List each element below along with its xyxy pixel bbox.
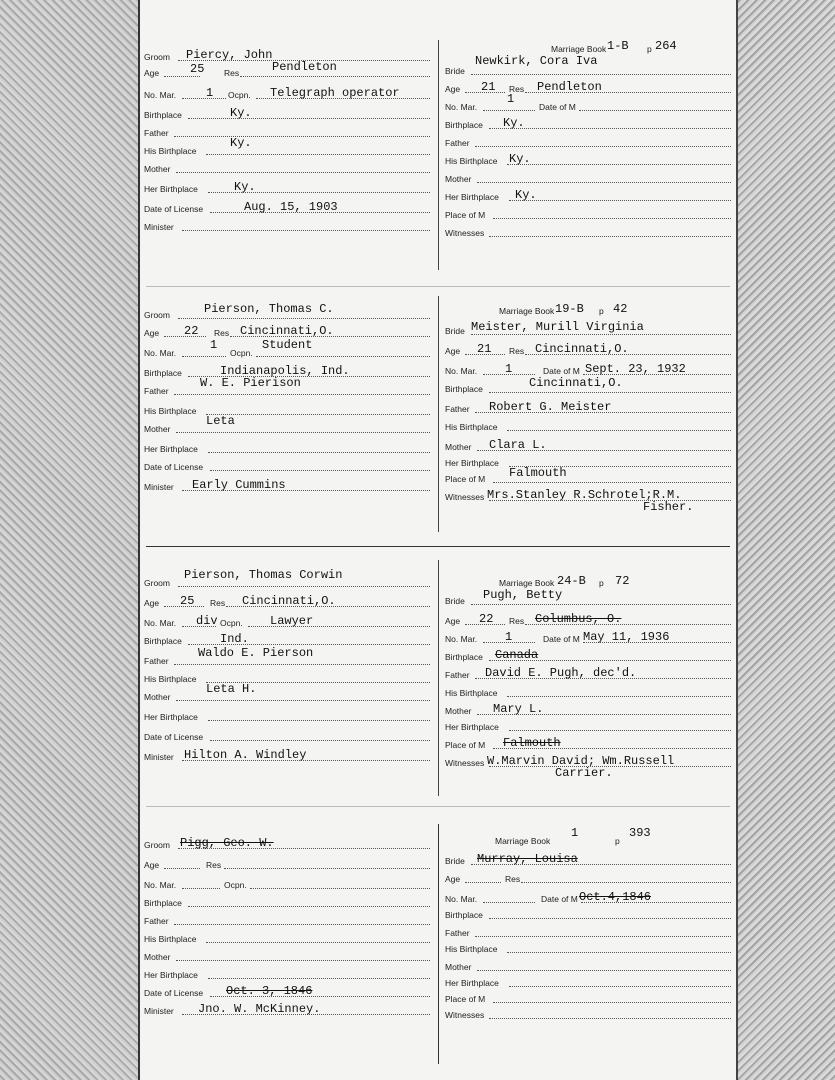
groom-ocpn: Student [262,338,313,352]
witnesses-row: Witnesses [445,222,731,240]
no-mar-row: No. Mar. Ocpn. [144,874,430,892]
birthplace-row: Birthplace Ind. [144,630,430,648]
minister-name: Jno. W. McKinney. [198,1002,321,1016]
bride-row: Bride Murray, Louisa [445,850,731,868]
bride-father: Robert G. Meister [489,400,612,414]
scan-border-left [0,0,140,1080]
groom-row: Groom Pigg, Geo. W. [144,834,430,852]
father-row: Father Robert G. Meister [445,398,731,416]
license-row: Date of License Oct. 3, 1846 [144,982,430,1000]
bride-row: Bride Newkirk, Cora Iva [445,60,731,78]
groom-mother: Leta H. [206,682,257,696]
father-row: Father David E. Pugh, dec'd. [445,664,731,682]
groom-name: Pierson, Thomas Corwin [184,568,343,582]
her-birthplace-row: Her Birthplace [445,716,731,734]
age-row: Age 21 Res Pendleton [445,78,731,96]
license-row: Date of License Aug. 15, 1903 [144,198,430,216]
marriage-page: 393 [629,826,651,840]
groom-section [144,296,436,532]
marriage-record-3 [140,560,736,796]
bride-no-mar: 1 [505,630,513,644]
bride-no-mar: 1 [505,362,513,376]
bride-row: Bride Meister, Murill Virginia [445,320,731,338]
scan-border-right [735,0,835,1080]
groom-age: 25 [180,594,195,608]
bride-name: Newkirk, Cora Iva [475,54,598,68]
groom-birthplace: Indianapolis, Ind. [220,364,350,378]
her-birthplace-row: Her Birthplace [144,964,430,982]
her-birthplace-row: Her Birthplace Ky. [144,178,430,196]
card-divider [146,806,730,807]
marriage-date: Sept. 23, 1932 [585,362,686,376]
no-mar-row: No. Mar. 1 Date of M [445,96,731,114]
bride-father: David E. Pugh, dec'd. [485,666,637,680]
father-row: Father [445,132,731,150]
no-mar-row: No. Mar. 1 Ocpn. Student [144,342,430,360]
bride-his-birthplace: Ky. [509,152,531,166]
groom-birthplace: Ind. [220,632,249,646]
marriage-book: 1-B [607,39,629,53]
age-row: Age Res [445,868,731,886]
groom-name: Pigg, Geo. W. [180,836,274,850]
bride-res: Columbus, O. [535,612,622,626]
groom-name: Pierson, Thomas C. [204,302,334,316]
license-date: Aug. 15, 1903 [244,200,338,214]
groom-row: Groom Pierson, Thomas Corwin [144,572,430,590]
birthplace-row: Birthplace Ky. [445,114,731,132]
birthplace-row: Birthplace Cincinnati,O. [445,378,731,396]
minister-name: Hilton A. Windley [184,748,307,762]
witnesses-row: Witnesses Mrs.Stanley R.Schrotel;R.M. [445,486,731,504]
her-birthplace-row: Her Birthplace [445,452,731,470]
marriage-book: 24-B [557,574,586,588]
bride-section: Marriage Book 24-B p 72 Bride Pugh, Betty Age 22 Res Columbus, O. No. Mar. 1 Date of M May 11, 1936 Birthplace Canada Father David E. Pugh, dec'd. His Birthplace Mother Mary L. Her Birthplace Place of M Falmouth Witnesses W.Marvin David; Wm.Russell Carrier. [438,560,731,796]
groom-his-birthplace: Ky. [230,136,252,150]
bride-no-mar: 1 [507,92,515,106]
birthplace-row: Birthplace [445,904,731,922]
his-birthplace-row: His Birthplace Ky. [445,150,731,168]
mother-row: Mother [144,946,430,964]
card-divider [146,286,730,287]
bride-name: Meister, Murill Virginia [471,320,644,334]
marriage-page: 264 [655,39,677,53]
groom-birthplace: Ky. [230,106,252,120]
mother-row: Mother [445,956,731,974]
groom-row: Groom Pierson, Thomas C. [144,304,430,322]
place-row: Place of M Falmouth [445,734,731,752]
his-birthplace-row: His Birthplace [445,938,731,956]
mother-row: Mother Leta H. [144,686,430,704]
bride-row: Bride Pugh, Betty [445,590,731,608]
bride-birthplace: Ky. [503,116,525,130]
age-row: Age 25 Res Pendleton [144,62,430,80]
no-mar-row: No. Mar. Date of M Oct.4,1846 [445,888,731,906]
bride-section: Marriage Book 19-B p 42 Bride Meister, Murill Virginia Age 21 Res Cincinnati,O. No. Mar. 1 Date of M Sept. 23, 1932 Birthplace Cincinnati,O. Father Robert G. Meister His Birthplace Mother Clara L. Her Birthplace Place of M Falmouth Witnesses Mrs.Stanley R.Schrotel;R.M. Fisher. [438,296,731,532]
father-row: Father W. E. Pierison [144,380,430,398]
groom-res: Cincinnati,O. [240,324,334,338]
birthplace-row: Birthplace Canada [445,646,731,664]
birthplace-row: Birthplace [144,892,430,910]
mother-row: Mother [144,158,430,176]
groom-mother: Leta [206,414,235,428]
card-divider [146,546,730,547]
his-birthplace-row: His Birthplace [144,668,430,686]
bride-birthplace: Canada [495,648,539,662]
witnesses-continued: Carrier. [555,766,613,780]
marriage-record-4 [140,824,736,1064]
groom-age: 25 [190,62,205,76]
marriage-book: 1 [571,826,579,840]
groom-age: 22 [184,324,199,338]
her-birthplace-row: Her Birthplace [144,438,430,456]
minister-row: Minister [144,216,430,234]
marriage-date: Oct.4,1846 [579,890,652,904]
groom-res: Pendleton [272,60,337,74]
place-row: Place of M Falmouth [445,468,731,486]
bride-res: Cincinnati,O. [535,342,629,356]
groom-section [144,560,436,796]
father-row: Father [144,122,430,140]
bride-age: 22 [479,612,494,626]
witnesses-continued: Fisher. [643,500,694,514]
age-row: Age 22 Res Columbus, O. [445,610,731,628]
bride-mother: Clara L. [489,438,547,452]
marriage-book: 19-B [555,302,584,316]
groom-her-birthplace: Ky. [234,180,256,194]
groom-ocpn: Lawyer [270,614,314,628]
his-birthplace-row: His Birthplace [144,928,430,946]
his-birthplace-row: His Birthplace [144,400,430,418]
age-row: Age Res [144,854,430,872]
no-mar-row: No. Mar. 1 Date of M Sept. 23, 1932 [445,360,731,378]
her-birthplace-row: Her Birthplace [144,706,430,724]
his-birthplace-row: His Birthplace [445,416,731,434]
his-birthplace-row: His Birthplace Ky. [144,140,430,158]
father-row: Father Waldo E. Pierson [144,650,430,668]
groom-section [144,40,436,270]
marriage-record-1 [140,40,736,270]
groom-no-mar: 1 [206,86,214,100]
his-birthplace-row: His Birthplace [445,682,731,700]
bride-mother: Mary L. [493,702,544,716]
minister-row: Minister Hilton A. Windley [144,746,430,764]
no-mar-row: No. Mar. 1 Ocpn. Telegraph operator [144,84,430,102]
groom-father: W. E. Pierison [200,376,301,390]
place-row: Place of M [445,988,731,1006]
father-row: Father [144,910,430,928]
groom-name: Piercy, John [186,48,273,62]
bride-her-birthplace: Ky. [515,188,537,202]
her-birthplace-row: Her Birthplace [445,972,731,990]
license-row: Date of License [144,726,430,744]
license-date: Oct. 3, 1846 [226,984,313,998]
witnesses-row: Witnesses W.Marvin David; Wm.Russell [445,752,731,770]
marriage-page: 72 [615,574,630,588]
witnesses: Mrs.Stanley R.Schrotel;R.M. [487,488,682,502]
mother-row: Mother Clara L. [445,436,731,454]
marriage-place: Falmouth [509,466,567,480]
age-row: Age 25 Res Cincinnati,O. [144,592,430,610]
marriage-page: 42 [613,302,628,316]
no-mar-row: No. Mar. 1 Date of M May 11, 1936 [445,628,731,646]
groom-ocpn: Telegraph operator [270,86,400,100]
age-row: Age 21 Res Cincinnati,O. [445,340,731,358]
age-row: Age 22 Res Cincinnati,O. [144,322,430,340]
bride-age: 21 [477,342,492,356]
minister-row: Minister Early Cummins [144,476,430,494]
bride-section: Marriage Book 1 p 393 Bride Murray, Louisa Age Res No. Mar. Date of M Oct.4,1846 Birthplace Father His Birthplace Mother Her Birthplace Place of M Witnesses [438,824,731,1064]
groom-res: Cincinnati,O. [242,594,336,608]
bride-name: Pugh, Betty [483,588,563,602]
marriage-record-2 [140,296,736,532]
license-row: Date of License [144,456,430,474]
groom-no-mar: div [196,614,218,628]
groom-row: Groom Piercy, John [144,46,430,64]
minister-name: Early Cummins [192,478,286,492]
bride-age: 21 [481,80,496,94]
mother-row: Mother [445,168,731,186]
groom-no-mar: 1 [210,338,218,352]
no-mar-row: No. Mar. div Ocpn. Lawyer [144,612,430,630]
bride-name: Murray, Louisa [477,852,578,866]
bride-birthplace: Cincinnati,O. [529,376,623,390]
groom-section [144,824,436,1064]
bride-section: Marriage Book 1-B p 264 Bride Newkirk, Cora Iva Age 21 Res Pendleton No. Mar. 1 Date of M Birthplace Ky. Father His Birthplace Ky. Mother Her Birthplace Ky. Place of M Witnesses [438,40,731,270]
birthplace-row: Birthplace Indianapolis, Ind. [144,362,430,380]
mother-row: Mother Leta [144,418,430,436]
witnesses-row: Witnesses [445,1004,731,1022]
minister-row: Minister Jno. W. McKinney. [144,1000,430,1018]
place-row: Place of M [445,204,731,222]
witnesses: W.Marvin David; Wm.Russell [487,754,675,768]
groom-father: Waldo E. Pierson [198,646,314,660]
marriage-place: Falmouth [503,736,561,750]
record-sheet [138,0,738,1080]
her-birthplace-row: Her Birthplace Ky. [445,186,731,204]
birthplace-row: Birthplace Ky. [144,104,430,122]
marriage-date: May 11, 1936 [583,630,670,644]
mother-row: Mother Mary L. [445,700,731,718]
bride-res: Pendleton [537,80,602,94]
father-row: Father [445,922,731,940]
